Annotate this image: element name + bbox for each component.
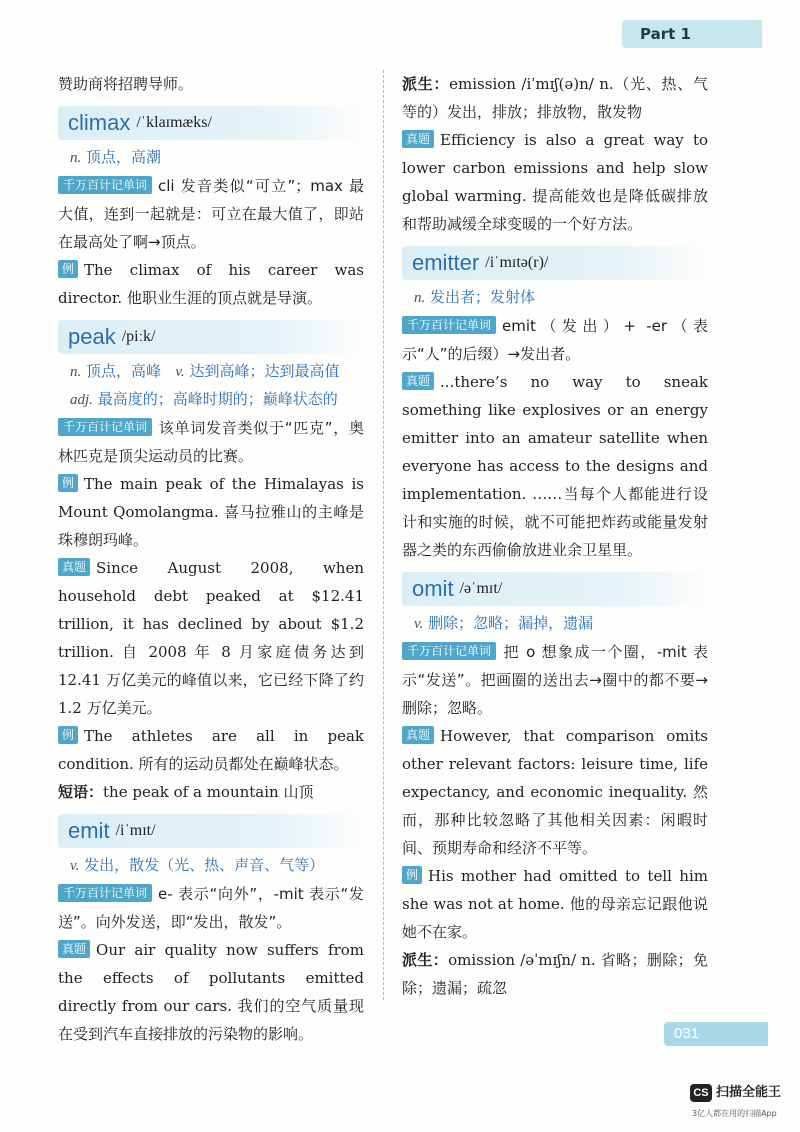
- mnemonic-text: 该单词发音类似于“匹克”，奥林匹克是顶尖运动员的比赛。: [58, 419, 364, 465]
- real-exam-tag: 真题: [58, 940, 90, 958]
- real-exam-omit: [402, 722, 708, 862]
- real-exam-text: Our air quality now suffers from the effects of pollutants emitted directly from our cars. 我们的空气质量现在受到汽车直接排放的污染物的影响。: [58, 941, 364, 1043]
- example-tag: 例: [402, 866, 422, 884]
- pos-abbr: v.: [70, 858, 80, 874]
- pos-emit: [58, 852, 364, 880]
- real-exam-tag: 真题: [402, 372, 434, 390]
- page-number: 031: [664, 1022, 768, 1046]
- pos-emitter: [402, 284, 708, 312]
- example-peak-1: [58, 470, 364, 554]
- example-tag: 例: [58, 726, 78, 744]
- mnemonic-emit: [58, 880, 364, 936]
- mnemonic-text: cli 发音类似“可立”；max 最大值，连到一起就是：可立在最大值了，即站在最高处了啊→顶点。: [58, 177, 364, 251]
- headword-emitter: emitter: [412, 250, 480, 275]
- real-exam-text: However, that comparison omits other relevant factors: leisure time, life expectancy, and economic inequality. 然而，那种比较忽略了其他相关因素：闲暇时间、预期寿命和经济不平等。: [402, 727, 708, 857]
- derivative-label: 派生：: [402, 75, 450, 93]
- pos-text: 达到高峰；达到最高值: [189, 362, 340, 380]
- real-exam-peak: [58, 554, 364, 722]
- derivative-emission: [402, 70, 708, 126]
- scanner-watermark: [690, 1084, 796, 1128]
- ipa-peak: /piːk/: [121, 328, 156, 345]
- example-text: The climax of his career was director. 他职业生涯的顶点就是导演。: [58, 261, 364, 307]
- derivative-omission: [402, 946, 708, 1002]
- headword-emit: emit: [68, 818, 110, 843]
- mnemonic-omit: [402, 638, 708, 722]
- mnemonic-text: e- 表示“向外”，-mit 表示“发送”。向外发送，即“发出，散发”。: [58, 885, 364, 931]
- pos-abbr: n.: [70, 150, 82, 166]
- ipa-climax: /ˈklaɪmæks/: [136, 114, 212, 131]
- mnemonic-tag: 千万百计记单词: [58, 884, 152, 902]
- derivative-text: emission /iˈmɪʃ(ə)n/ n.（光、热、气等的）发出，排放；排放物，散发物: [402, 75, 708, 121]
- pos-abbr: n.: [70, 364, 82, 380]
- mnemonic-tag: 千万百计记单词: [58, 176, 152, 194]
- left-column: [58, 70, 364, 1048]
- mnemonic-tag: 千万百计记单词: [402, 316, 496, 334]
- real-exam-text: Since August 2008, when household debt peaked at $12.41 trillion, it has declined by about $1.2 trillion. 自 2008 年 8 月家庭债务达到 12.41 万亿美元的峰值以来，它已经下降了约 1.2 万亿美元。: [58, 559, 364, 717]
- headword-omit: omit: [412, 576, 454, 601]
- ipa-emitter: /iˈmɪtə(r)/: [485, 254, 549, 271]
- real-exam-tag: 真题: [402, 130, 434, 148]
- pos-abbr: adj.: [70, 392, 93, 408]
- real-exam-text: Efficiency is also a great way to lower carbon emissions and help slow global warming. 提高能效也是降低碳排放和帮助减缓全球变暖的一个好方法。: [402, 131, 708, 233]
- example-peak-2: [58, 722, 364, 778]
- mnemonic-climax: [58, 172, 364, 256]
- entry-emit-header: [58, 814, 364, 848]
- example-climax: [58, 256, 364, 312]
- example-omit: [402, 862, 708, 946]
- pos-text: 顶点，高潮: [86, 148, 162, 166]
- column-divider: [383, 70, 384, 1000]
- ipa-emit: /iˈmɪt/: [115, 822, 156, 839]
- pos-text: 顶点，高峰: [86, 362, 162, 380]
- entry-emitter-header: [402, 246, 708, 280]
- scanner-logo-icon: CS: [690, 1084, 712, 1102]
- scanner-subtitle: 3亿人都在用的扫描App: [692, 1109, 777, 1118]
- real-exam-emitter: [402, 368, 708, 564]
- pos-abbr: v.: [175, 364, 185, 380]
- intro-text: 赞助商将招聘导师。: [58, 75, 194, 93]
- pos-peak: [58, 358, 364, 414]
- pos-abbr: v.: [414, 616, 424, 632]
- mnemonic-emitter: [402, 312, 708, 368]
- pos-abbr: n.: [414, 290, 426, 306]
- real-exam-tag: 真题: [402, 726, 434, 744]
- entry-climax-header: [58, 106, 364, 140]
- example-tag: 例: [58, 260, 78, 278]
- entry-peak-header: [58, 320, 364, 354]
- mnemonic-text: 把 o 想象成一个圈，-mit 表示“发送”。把画圈的送出去→圈中的都不要→删除；忽略。: [402, 643, 708, 717]
- headword-peak: peak: [68, 324, 116, 349]
- pos-omit: [402, 610, 708, 638]
- right-column: [402, 70, 708, 1002]
- mnemonic-peak: [58, 414, 364, 470]
- mnemonic-tag: 千万百计记单词: [58, 418, 152, 436]
- pos-climax: [58, 144, 364, 172]
- real-exam-emission: [402, 126, 708, 238]
- phrase-peak: [58, 778, 364, 806]
- example-tag: 例: [58, 474, 78, 492]
- mnemonic-tag: 千万百计记单词: [402, 642, 496, 660]
- mnemonic-text: emit（发出）+ -er（表示“人”的后缀）→发出者。: [402, 317, 708, 363]
- pos-text: 最高度的；高峰时期的；巅峰状态的: [97, 390, 338, 408]
- phrase-text: the peak of a mountain 山顶: [103, 783, 314, 801]
- pos-text: 发出，散发（光、热、声音、气等）: [84, 856, 325, 874]
- real-exam-text: ...there’s no way to sneak something like explosives or an energy emitter into an amateur satellite when everyone has access to the designs and implementation. ……当每个人都能进行设计和实施的时候，就不可能把炸药或能量发射器之类的东西偷偷放进业余卫星里。: [402, 373, 708, 559]
- real-exam-emit: [58, 936, 364, 1048]
- derivative-label: 派生：: [402, 951, 449, 969]
- scanner-name: 扫描全能王: [716, 1085, 782, 1100]
- entry-omit-header: [402, 572, 708, 606]
- ipa-omit: /əˈmɪt/: [459, 580, 503, 597]
- part-tab: Part 1: [622, 20, 762, 48]
- example-text: His mother had omitted to tell him she was not at home. 他的母亲忘记跟他说她不在家。: [402, 867, 708, 941]
- real-exam-tag: 真题: [58, 558, 90, 576]
- derivative-text: omission /əˈmɪʃn/ n. 省略；删除；免除；遗漏；疏忽: [402, 951, 708, 997]
- phrase-label: 短语：: [58, 783, 104, 801]
- pos-text: 删除；忽略；漏掉，遗漏: [428, 614, 594, 632]
- headword-climax: climax: [68, 110, 131, 135]
- example-text: The athletes are all in peak condition. 所有的运动员都处在巅峰状态。: [58, 727, 364, 773]
- pos-text: 发出者；发射体: [430, 288, 536, 306]
- example-text: The main peak of the Himalayas is Mount Qomolangma. 喜马拉雅山的主峰是珠穆朗玛峰。: [58, 475, 364, 549]
